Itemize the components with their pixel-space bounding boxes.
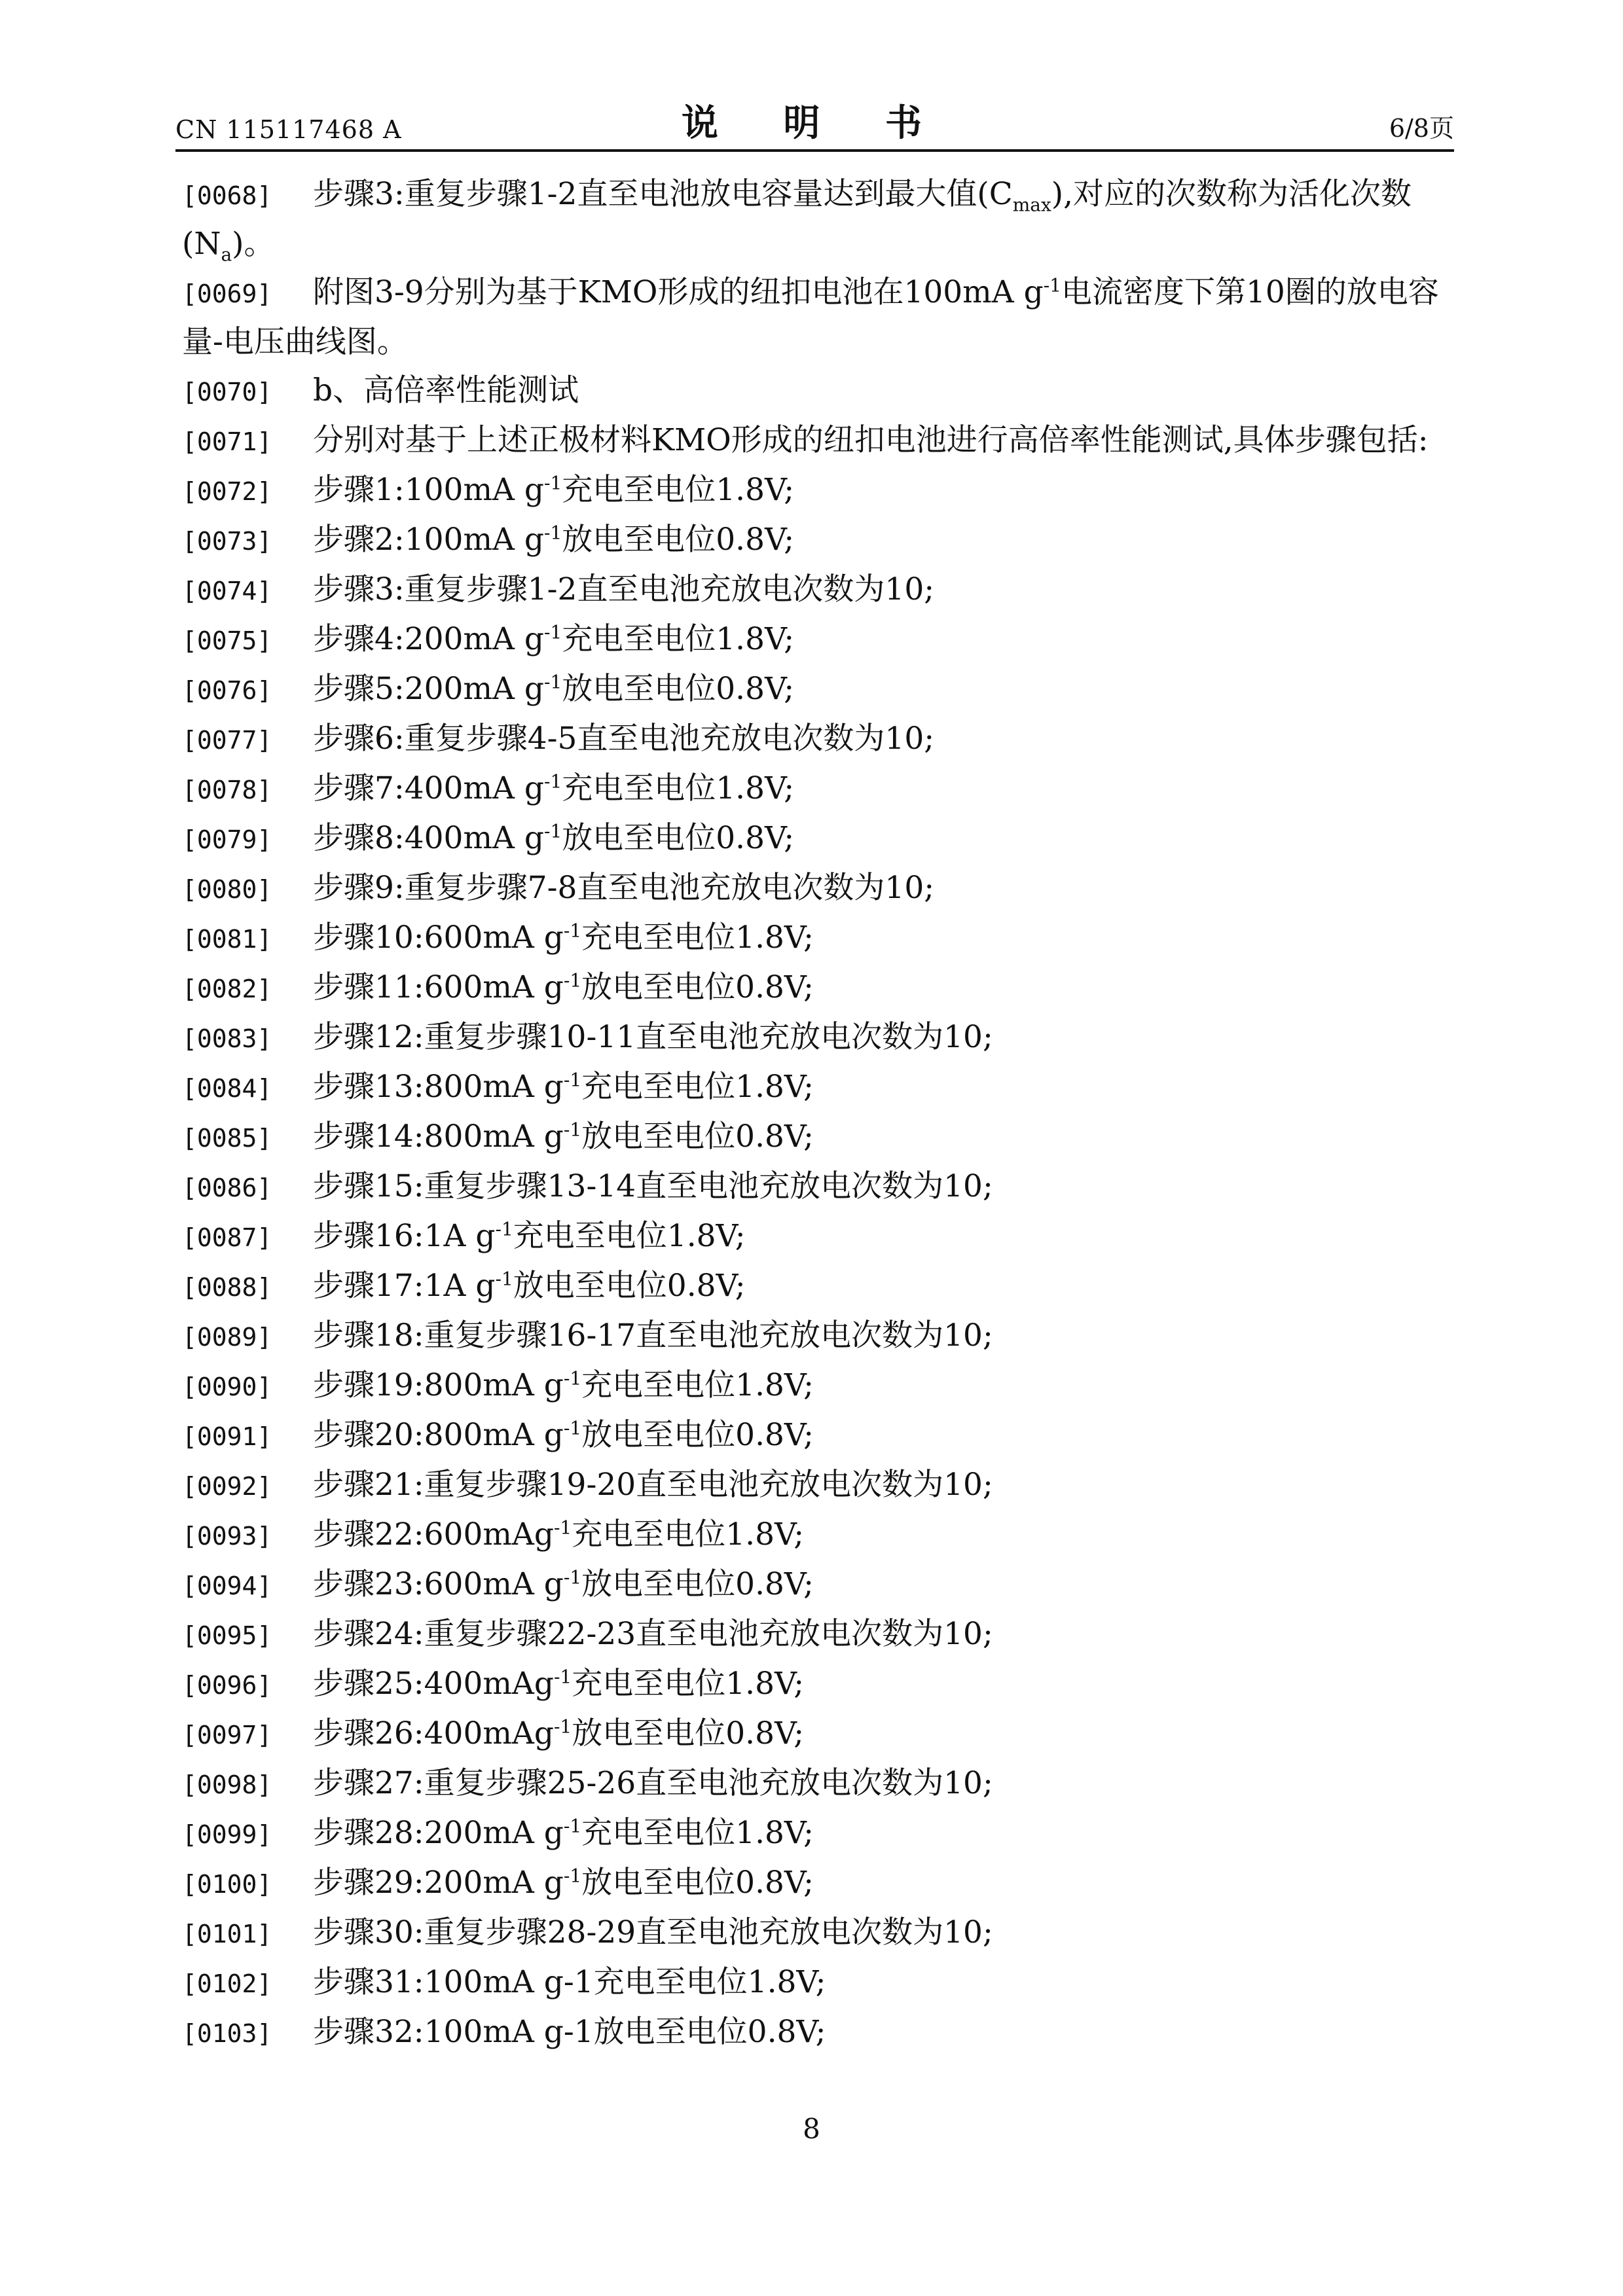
- paragraph-text: 步骤18:重复步骤16-17直至电池充放电次数为10;: [313, 1318, 993, 1354]
- paragraph-text: 步骤1:100mA $g^{-1}$充电至电位1.8V;: [313, 472, 795, 508]
- paragraph-number: [0093]: [182, 1522, 272, 1551]
- paragraph-number: [0075]: [182, 626, 272, 655]
- paragraph-text: 步骤29:200mA $g^{-1}$放电至电位0.8V;: [313, 1865, 814, 1901]
- paragraph: [182, 1759, 1454, 1809]
- paragraph-number: [0073]: [182, 527, 272, 556]
- paragraph-number: [0087]: [182, 1223, 272, 1252]
- paragraph-number: [0091]: [182, 1422, 272, 1451]
- paragraph-number: [0096]: [182, 1671, 272, 1700]
- page-number: 8: [803, 2113, 820, 2145]
- paragraph: [182, 1610, 1454, 1660]
- paragraph: [182, 1660, 1454, 1710]
- paragraph-text: 步骤6:重复步骤4-5直至电池充放电次数为10;: [313, 721, 935, 757]
- paragraph-number: [0085]: [182, 1124, 272, 1153]
- paragraph-text: 步骤22:600mAg$^{-1}$充电至电位1.8V;: [313, 1516, 805, 1552]
- paragraph-number: [0092]: [182, 1472, 272, 1501]
- paragraph-text: 步骤24:重复步骤22-23直至电池充放电次数为10;: [313, 1616, 993, 1652]
- paragraph: [182, 1958, 1454, 2008]
- paragraph: [182, 1710, 1454, 1759]
- paragraph-number: [0079]: [182, 825, 272, 854]
- paragraph-number: [0074]: [182, 577, 272, 605]
- paragraph-number: [0082]: [182, 975, 272, 1003]
- paragraph: [182, 914, 1454, 963]
- paragraph-number: [0076]: [182, 676, 272, 705]
- paragraph-text: 步骤9:重复步骤7-8直至电池充放电次数为10;: [313, 870, 935, 906]
- paragraph-number: [0078]: [182, 776, 272, 804]
- paragraph-number: [0068]: [182, 181, 272, 210]
- paragraph: [182, 1859, 1454, 1909]
- paragraph-text: 步骤17:1A $g^{-1}$放电至电位0.8V;: [313, 1268, 746, 1304]
- paragraph-text: 步骤27:重复步骤25-26直至电池充放电次数为10;: [313, 1765, 993, 1801]
- paragraph-text: 步骤12:重复步骤10-11直至电池充放电次数为10;: [313, 1019, 993, 1055]
- paragraph-text: 步骤2:100mA $g^{-1}$放电至电位0.8V;: [313, 522, 795, 558]
- paragraph-number: [0083]: [182, 1024, 272, 1053]
- paragraph-number: [0090]: [182, 1372, 272, 1401]
- paragraph-number: [0071]: [182, 427, 272, 456]
- paragraph-text: 步骤14:800mA $g^{-1}$放电至电位0.8V;: [313, 1119, 814, 1155]
- paragraph-number: [0088]: [182, 1273, 272, 1302]
- paragraph-number: [0072]: [182, 477, 272, 506]
- paragraph-text: 分别对基于上述正极材料KMO形成的纽扣电池进行高倍率性能测试,具体步骤包括:: [313, 422, 1429, 458]
- paragraph: [182, 814, 1454, 864]
- paragraph: [182, 466, 1454, 516]
- paragraph-text: 步骤21:重复步骤19-20直至电池充放电次数为10;: [313, 1467, 993, 1503]
- paragraph-text: 步骤8:400mA $g^{-1}$放电至电位0.8V;: [313, 820, 795, 856]
- paragraph-number: [0102]: [182, 1969, 272, 1998]
- paragraph-number: [0101]: [182, 1920, 272, 1948]
- document-title: 说 明 书: [682, 101, 948, 145]
- paragraph-text: b、高倍率性能测试: [313, 372, 579, 408]
- paragraph: [182, 1361, 1454, 1411]
- paragraph-number: [0084]: [182, 1074, 272, 1103]
- paragraph-number: [0089]: [182, 1323, 272, 1352]
- paragraph-text: 步骤23:600mA $g^{-1}$放电至电位0.8V;: [313, 1566, 814, 1602]
- page-label: 6/8页: [1389, 114, 1454, 143]
- paragraph-text: 步骤5:200mA $g^{-1}$放电至电位0.8V;: [313, 671, 795, 707]
- paragraph-number: [0100]: [182, 1870, 272, 1899]
- paragraph: [182, 1560, 1454, 1610]
- paragraph: [182, 516, 1454, 565]
- page-header: [175, 98, 1454, 151]
- paragraph-text: 步骤13:800mA $g^{-1}$充电至电位1.8V;: [313, 1069, 814, 1105]
- paragraph: [182, 1809, 1454, 1859]
- paragraph: [182, 1113, 1454, 1162]
- paragraph-text: 步骤10:600mA $g^{-1}$充电至电位1.8V;: [313, 920, 814, 956]
- paragraph: [182, 963, 1454, 1013]
- paragraph-text: 步骤4:200mA $g^{-1}$充电至电位1.8V;: [313, 621, 795, 657]
- paragraph-text: 步骤15:重复步骤13-14直至电池充放电次数为10;: [313, 1168, 993, 1204]
- paragraph-number: [0099]: [182, 1820, 272, 1849]
- paragraph-text: 附图3-9分别为基于KMO形成的纽扣电池在100mA $g^{-1}$电流密度下第10圈的放电容量-电压曲线图。: [182, 274, 1439, 360]
- paragraph: [182, 715, 1454, 764]
- paragraph: [182, 1461, 1454, 1511]
- paragraph-text: 步骤28:200mA $g^{-1}$充电至电位1.8V;: [313, 1815, 814, 1851]
- paragraph: [182, 764, 1454, 814]
- paragraph: [182, 2008, 1454, 2058]
- paragraph: [182, 565, 1454, 615]
- paragraph: [182, 1212, 1454, 1262]
- paragraph-number: [0077]: [182, 726, 272, 755]
- paragraph-number: [0081]: [182, 925, 272, 954]
- paragraph: [182, 1063, 1454, 1113]
- paragraph: [182, 1312, 1454, 1361]
- paragraph-text: 步骤26:400mAg$^{-1}$放电至电位0.8V;: [313, 1715, 805, 1751]
- paragraph-text: 步骤20:800mA $g^{-1}$放电至电位0.8V;: [313, 1417, 814, 1453]
- paragraph: [182, 268, 1454, 367]
- paragraph-number: [0069]: [182, 279, 272, 308]
- paragraph-number: [0097]: [182, 1721, 272, 1749]
- paragraph-text: 步骤32:100mA g-1放电至电位0.8V;: [313, 2014, 826, 2050]
- paragraph: [182, 665, 1454, 715]
- paragraph-text: 步骤3:重复步骤1-2直至电池充放电次数为10;: [313, 571, 935, 607]
- paragraph-number: [0103]: [182, 2019, 272, 2048]
- paragraph-text: 步骤31:100mA g-1充电至电位1.8V;: [313, 1964, 826, 2000]
- document-body: [182, 170, 1454, 2058]
- paragraph-text: 步骤25:400mAg$^{-1}$充电至电位1.8V;: [313, 1666, 805, 1702]
- paragraph: [182, 1013, 1454, 1063]
- paragraph: [182, 1262, 1454, 1312]
- paragraph-text: 步骤7:400mA $g^{-1}$充电至电位1.8V;: [313, 770, 795, 806]
- paragraph-text: 步骤30:重复步骤28-29直至电池充放电次数为10;: [313, 1914, 993, 1950]
- paragraph-text: 步骤16:1A $g^{-1}$充电至电位1.8V;: [313, 1218, 746, 1254]
- paragraph-text: 步骤3:重复步骤1-2直至电池放电容量达到最大值$(C_{max})$,对应的次数称为活化次数$(N_a)$。: [182, 176, 1412, 266]
- paragraph: [182, 416, 1454, 466]
- paragraph: [182, 1411, 1454, 1461]
- paragraph-number: [0095]: [182, 1621, 272, 1650]
- paragraph: [182, 1162, 1454, 1212]
- paragraph: [182, 864, 1454, 914]
- header-divider: [175, 149, 1454, 152]
- paragraph: [182, 1511, 1454, 1560]
- paragraph-number: [0098]: [182, 1770, 272, 1799]
- paragraph: [182, 367, 1454, 416]
- paragraph: [182, 170, 1454, 268]
- paragraph-number: [0086]: [182, 1174, 272, 1202]
- paragraph-text: 步骤11:600mA $g^{-1}$放电至电位0.8V;: [313, 969, 814, 1005]
- patent-number: CN 115117468 A: [175, 115, 402, 144]
- paragraph: [182, 615, 1454, 665]
- paragraph-number: [0070]: [182, 378, 272, 406]
- paragraph: [182, 1909, 1454, 1958]
- paragraph-text: 步骤19:800mA $g^{-1}$充电至电位1.8V;: [313, 1367, 814, 1403]
- paragraph-number: [0094]: [182, 1571, 272, 1600]
- paragraph-number: [0080]: [182, 875, 272, 904]
